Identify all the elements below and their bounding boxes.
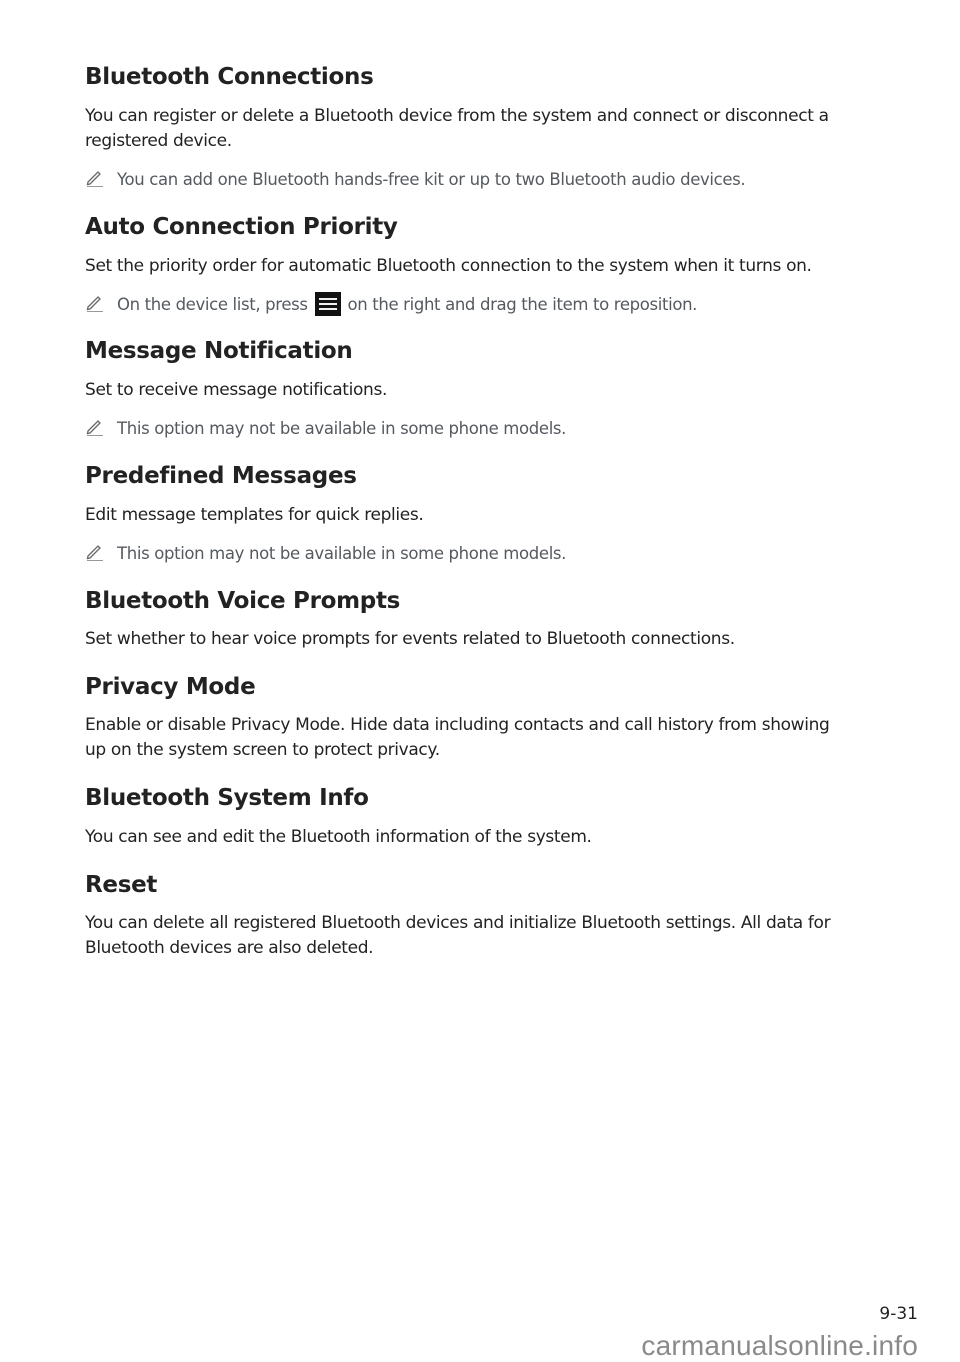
heading-bluetooth-voice-prompts: Bluetooth Voice Prompts [85,588,401,614]
menu-handle-icon [315,292,341,316]
body-text: Set the priority order for automatic Bluetooth connection to the system when it turns on. [85,256,812,276]
body-text: Set to receive message notifications. [85,380,388,400]
heading-auto-connection-priority: Auto Connection Priority [85,214,398,240]
body-text: You can delete all registered Bluetooth devices and initialize Bluetooth settings. All data for [85,913,831,933]
note-text: on the right and drag the item to reposition. [347,295,698,314]
body-text: You can register or delete a Bluetooth device from the system and connect or disconnect a [85,106,829,126]
body-text: Enable or disable Privacy Mode. Hide data including contacts and call history from showing [85,715,830,735]
body-text: up on the system screen to protect privacy. [85,740,440,760]
note [85,416,566,443]
pencil-icon [85,167,109,194]
heading-bluetooth-system-info: Bluetooth System Info [85,785,369,811]
pencil-icon [85,292,109,319]
body-text: Bluetooth devices are also deleted. [85,938,374,958]
heading-privacy-mode: Privacy Mode [85,674,256,700]
body-text: registered device. [85,131,232,151]
body-text: Set whether to hear voice prompts for events related to Bluetooth connections. [85,629,735,649]
pencil-icon [85,416,109,443]
note [85,541,566,568]
heading-message-notification: Message Notification [85,338,353,364]
note [85,167,745,194]
heading-reset: Reset [85,872,158,898]
page-number: 9-31 [879,1304,918,1324]
heading-bluetooth-connections: Bluetooth Connections [85,64,374,90]
note-text: You can add one Bluetooth hands-free kit or up to two Bluetooth audio devices. [117,170,746,189]
watermark: carmanualsonline.info [641,1330,918,1361]
heading-predefined-messages: Predefined Messages [85,463,357,489]
body-text: You can see and edit the Bluetooth information of the system. [85,827,592,847]
body-text: Edit message templates for quick replies. [85,505,424,525]
note-text: This option may not be available in some phone models. [117,544,567,563]
note-text: This option may not be available in some phone models. [117,419,567,438]
note [85,292,697,319]
pencil-icon [85,541,109,568]
note-text: On the device list, press [117,295,308,314]
